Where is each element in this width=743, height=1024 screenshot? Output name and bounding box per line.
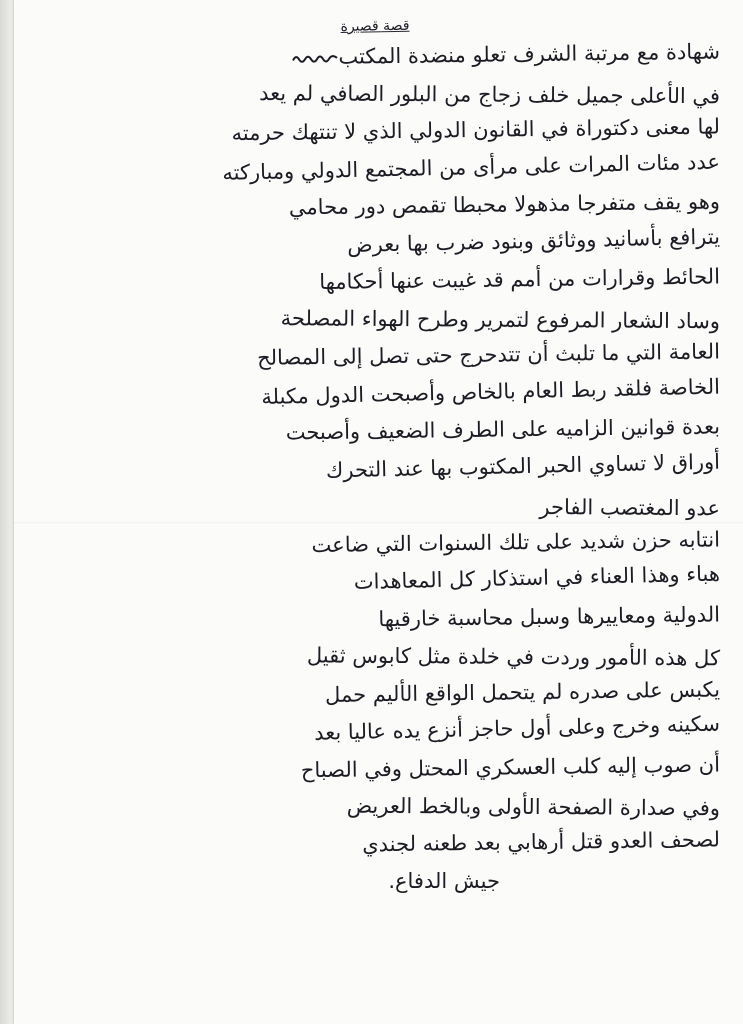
- text-line-12: أوراق لا تساوي الحبر المكتوب بها عند التحرك: [325, 449, 721, 483]
- text-line-17: كل هذه الأمور وردت في خلدة مثل كابوس ثقيل: [306, 643, 721, 671]
- text-line-4: عدد مئات المرات على مرأى من المجتمع الدولي ومباركته: [222, 149, 721, 185]
- text-line-3: لها معنى دكتوراة في القانون الدولي الذي لا تنتهك حرمته: [231, 114, 721, 146]
- text-line-14: انتابه حزن شديد على تلك السنوات التي ضاعت: [311, 526, 721, 557]
- line-text: شهادة مع مرتبة الشرف تعلو منضدة المكتب: [338, 39, 721, 69]
- text-line-8: وساد الشعار المرفوع لتمرير وطرح الهواء المصلحة: [280, 305, 721, 333]
- text-line-10: الخاصة فلقد ربط العام بالخاص وأصبحت الدول مكبلة: [261, 374, 721, 409]
- text-line-7: الحائط وقرارات من أمم قد غيبت عنها أحكامها: [319, 264, 721, 295]
- text-line-21: وفي صدارة الصفحة الأولى وبالخط العريض: [346, 793, 721, 821]
- text-line-11: بعدة قوانين الزاميه على الطرف الضعيف وأصبحت: [285, 414, 721, 445]
- text-line-18: يكبس على صدره لم يتحمل الواقع الأليم حمل: [324, 676, 721, 707]
- text-line-20: أن صوب إليه كلب العسكري المحتل وفي الصباح: [300, 751, 721, 782]
- text-line-6: يترافع بأسانيد ووثائق وبنود ضرب بها بعرض: [346, 224, 721, 257]
- text-line-19: سكينه وخرج وعلى أول حاجز أنزع يده عاليا بعد: [313, 711, 721, 745]
- text-line-9: العامة التي ما تلبث أن تتدحرج حتى تصل إلى المصالح: [256, 339, 721, 370]
- handwritten-text: [70, 14, 720, 901]
- text-line-5: وهو يقف متفرجا مذهولا محبطا تقمص دور محامي: [288, 189, 721, 220]
- story-title: قصة قصيرة: [340, 17, 410, 35]
- text-line-13: عدو المغتصب الفاجر: [539, 495, 721, 521]
- text-line-1: [70, 33, 720, 80]
- text-line-15: هباء وهذا العناء في استذكار كل المعاهدات: [353, 561, 721, 594]
- text-line-16: الدولية ومعاييرها وسبل محاسبة خارقيها: [378, 601, 721, 631]
- text-line-2: في الأعلى جميل خلف زجاج من البلور الصافي لم يعد: [259, 80, 721, 108]
- scribble-mark-icon: [292, 53, 338, 64]
- text-line-22: لصحف العدو قتل أرهابي بعد طعنه لجندي: [362, 826, 721, 856]
- text-line-23: جيش الدفاع.: [388, 869, 500, 893]
